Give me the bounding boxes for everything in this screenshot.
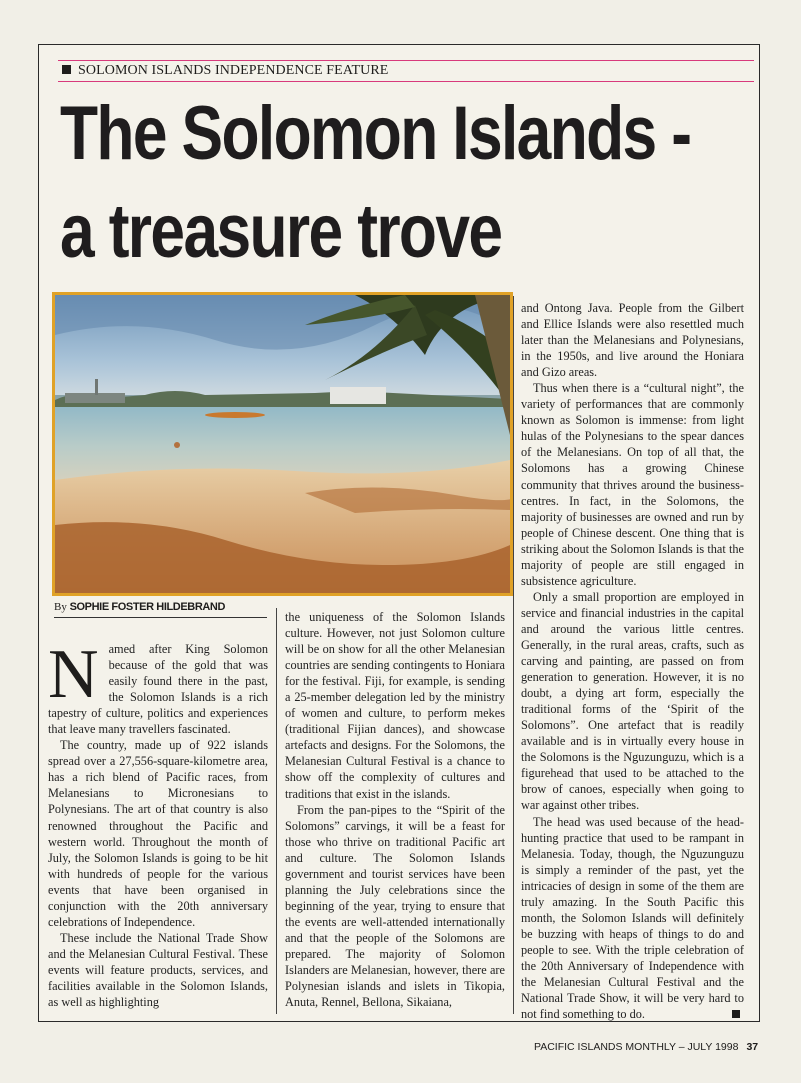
page-number: 37 bbox=[746, 1041, 759, 1053]
paragraph-text: The head was used because of the head-hunting practice that used to be rampant in Melanesia. Today, though, the Nguzunguzu is simply a reminder of the past, yet the intricacies of design in some of the them are truly amazing. In the South Pacific this month, the Solomon Islands will definitely be buzzing with heaps of things to do and people to see. With the triple celebration of the 20th Anniversary of Independence with the Melanesian Cultural Festival and the National Trade Show, it will be very hard to not find something to do. bbox=[521, 814, 744, 1022]
article-paragraph bbox=[48, 636, 268, 737]
byline bbox=[54, 601, 225, 613]
byline-rule bbox=[54, 617, 267, 618]
article-paragraph: The country, made up of 922 islands spread over a 27,556-square-kilometre area, has a rich blend of Pacific races, from Melanesians to Micronesians to Polynesians. The art of that country is also renowned throughout the Pacific and western world. Throughout the month of July, the Solomon Islands is going to be hit with hundreds of people for the various events that have been organised in conjunction with the 20th anniversary celebrations of Independence. bbox=[48, 738, 268, 929]
article-paragraph: the uniqueness of the Solomon Islands culture. However, not just Solomon culture will be on show for all the other Melanesian countries are sending contingents to Honiara for the festival. Fiji, for example, is sending a 25-member delegation led by the ministry of women and culture, to perform mekes (traditional Fijian dances), and showcase artefacts and designs. For the Solomons, the Melanesian Cultural Festival is a chance to show off the complexity of cultures and traditions that exist in the islands. bbox=[285, 610, 505, 801]
byline-author: SOPHIE FOSTER HILDEBRAND bbox=[69, 601, 226, 613]
article-paragraph bbox=[521, 814, 744, 1023]
article-paragraph: From the pan-pipes to the “Spirit of the Solomons” carvings, it will be a feast for those who thrive on traditional Pacific art and culture. The Solomon Islands government and tourist services have been planning the July celebrations since the beginning of the year, trying to ensure that the events are well-attended internationally and that the people of the Solomons are prepared. The majority of Solomon Islanders are Melanesian, however, there are Polynesian islands and islets in Tikopia, Anuta, Rennel, Bellona, Sikaiana, bbox=[285, 802, 505, 1010]
article-column-3 bbox=[521, 300, 744, 1022]
article-paragraph: Thus when there is a “cultural night”, the variety of performances that are commonly known as Solomon is immense: from light hulas of the Polynesians to the spear dances of the Melanesians. On top of all that, the Solomons has a growing Chinese community that thrives around the business-centres. In fact, in the Solomons, the majority of businesses are owned and run by people of Chinese descent. One thing that is striking about the Solomon Islands is that the majority of people are still engaged in subsistence agriculture. bbox=[521, 381, 744, 588]
section-label bbox=[62, 63, 388, 79]
header-rule-top bbox=[58, 60, 754, 61]
column-divider-1 bbox=[276, 608, 277, 1014]
drop-cap: N bbox=[48, 636, 99, 713]
article-column-2 bbox=[285, 609, 505, 1010]
article-paragraph: Only a small proportion are employed in service and financial industries in the capital and around the various little centres. Generally, in the rural areas, crafts, such as carving and painting, are passed on from generation to generation. However, it is no doubt, a dying art form, especially the traditional forms of the ‘Spirit of the Solomons”. One artefact that is readily available and is in virtually every house in the Solomons is the Nguzunguzu, which is a figurehead that used to be attached to the brow of canoes, especially when going to war against other tribes. bbox=[521, 589, 744, 813]
footer-publication: PACIFIC ISLANDS MONTHLY – JULY 1998 bbox=[534, 1041, 739, 1053]
square-bullet-icon bbox=[62, 65, 71, 74]
end-of-article-icon bbox=[732, 1010, 740, 1018]
header-rule-bottom bbox=[58, 81, 754, 82]
column-divider-2 bbox=[513, 296, 514, 1014]
article-paragraph: These include the National Trade Show and the Melanesian Cultural Festival. These events will feature products, services, and facilities available in the Solomon Islands, as well as highlighting bbox=[48, 930, 268, 1010]
beach-photo bbox=[52, 292, 513, 596]
paragraph-text: amed after King Solomon because of the gold that was easily found there in the past, the Solomon Islands is a rich tapestry of culture, politics and experiences that leave many travellers fascinated. bbox=[48, 642, 268, 737]
page-footer bbox=[534, 1041, 758, 1053]
headline-line-1: The Solomon Islands - bbox=[60, 91, 691, 176]
byline-prefix: By bbox=[54, 601, 67, 613]
beach-scene-illustration bbox=[55, 295, 510, 593]
article-paragraph: and Ontong Java. People from the Gilbert and Ellice Islands were also resettled much later than the Melanesians and Polynesians, in the 1950s, and live around the Honiara and Gizo areas. bbox=[521, 301, 744, 380]
section-label-text: SOLOMON ISLANDS INDEPENDENCE FEATURE bbox=[78, 63, 389, 78]
article-column-1 bbox=[48, 636, 268, 1010]
headline-line-2: a treasure trove bbox=[60, 189, 502, 274]
